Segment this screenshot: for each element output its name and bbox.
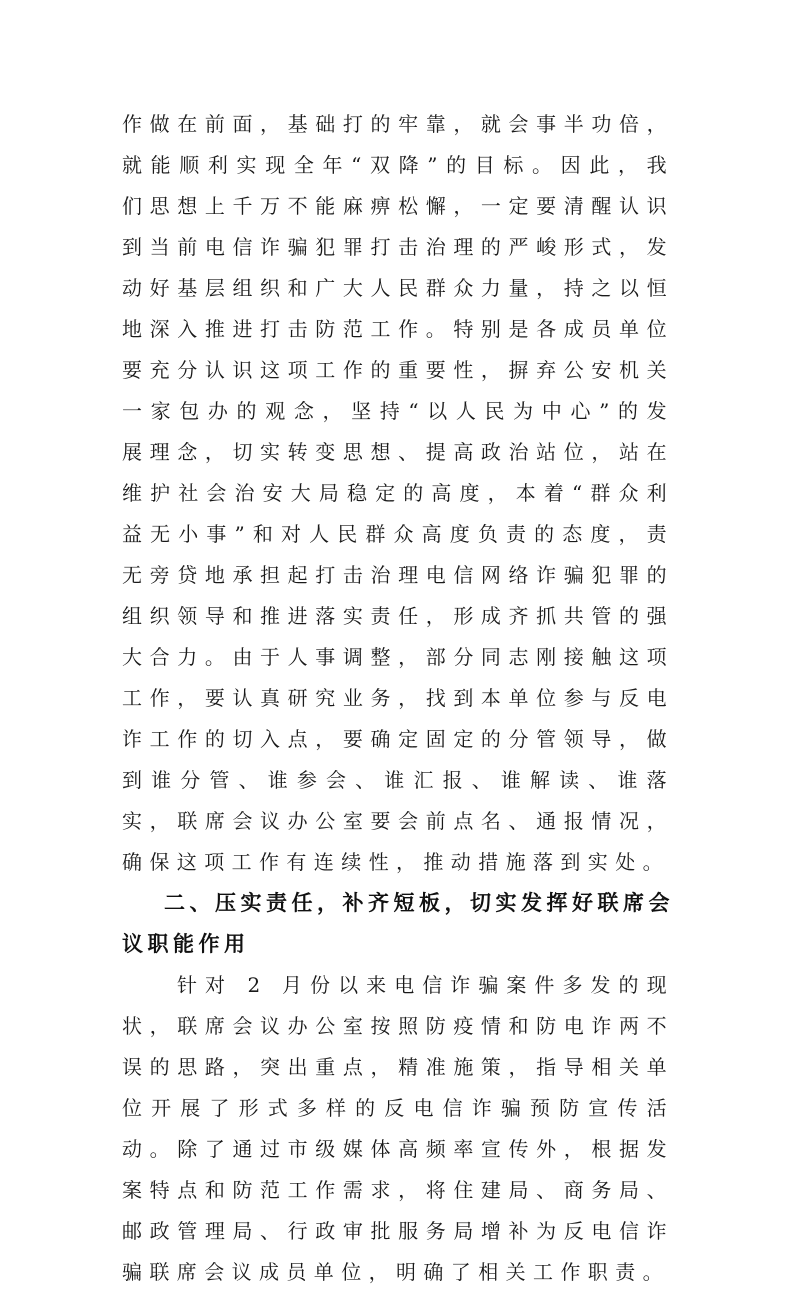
document-page — [122, 104, 674, 1293]
body-paragraph-continuation: 作做在前面，基础打的牢靠，就会事半功倍，就能顺利实现全年“双降”的目标。因此，我们思想上千万不能麻痹松懈，一定要清醒认识到当前电信诈骗犯罪打击治理的严峻形式，发动好基层组织和广大人民群众力量，持之以恒地深入推进打击防范工作。特别是各成员单位要充分认识这项工作的重要性，摒弃公安机关一家包办的观念，坚持“以人民为中心”的发展理念，切实转变思想、提高政治站位，站在维护社会治安大局稳定的高度，本着“群众利益无小事”和对人民群众高度负责的态度，责无旁贷地承担起打击治理电信网络诈骗犯罪的组织领导和推进落实责任，形成齐抓共管的强大合力。由于人事调整，部分同志刚接触这项工作，要认真研究业务，找到本单位参与反电诈工作的切入点，要确定固定的分管领导，做到谁分管、谁参会、谁汇报、谁解读、谁落实，联席会议办公室要会前点名、通报情况，确保这项工作有连续性，推动措施落到实处。 — [122, 112, 674, 874]
section-heading-2: 二、压实责任，补齐短板，切实发挥好联席会议职能作用 — [122, 891, 674, 956]
body-paragraph: 针对 2 月份以来电信诈骗案件多发的现状，联席会议办公室按照防疫情和防电诈两不误的思路，突出重点，精准施策，指导相关单位开展了形式多样的反电信诈骗预防宣传活动。除了通过市级媒体高频率宣传外，根据发案特点和防范工作需求，将住建局、商务局、邮政管理局、行政审批服务局增补为反电信诈骗联席会议成员单位，明确了相关工作职责。 — [122, 973, 674, 1284]
